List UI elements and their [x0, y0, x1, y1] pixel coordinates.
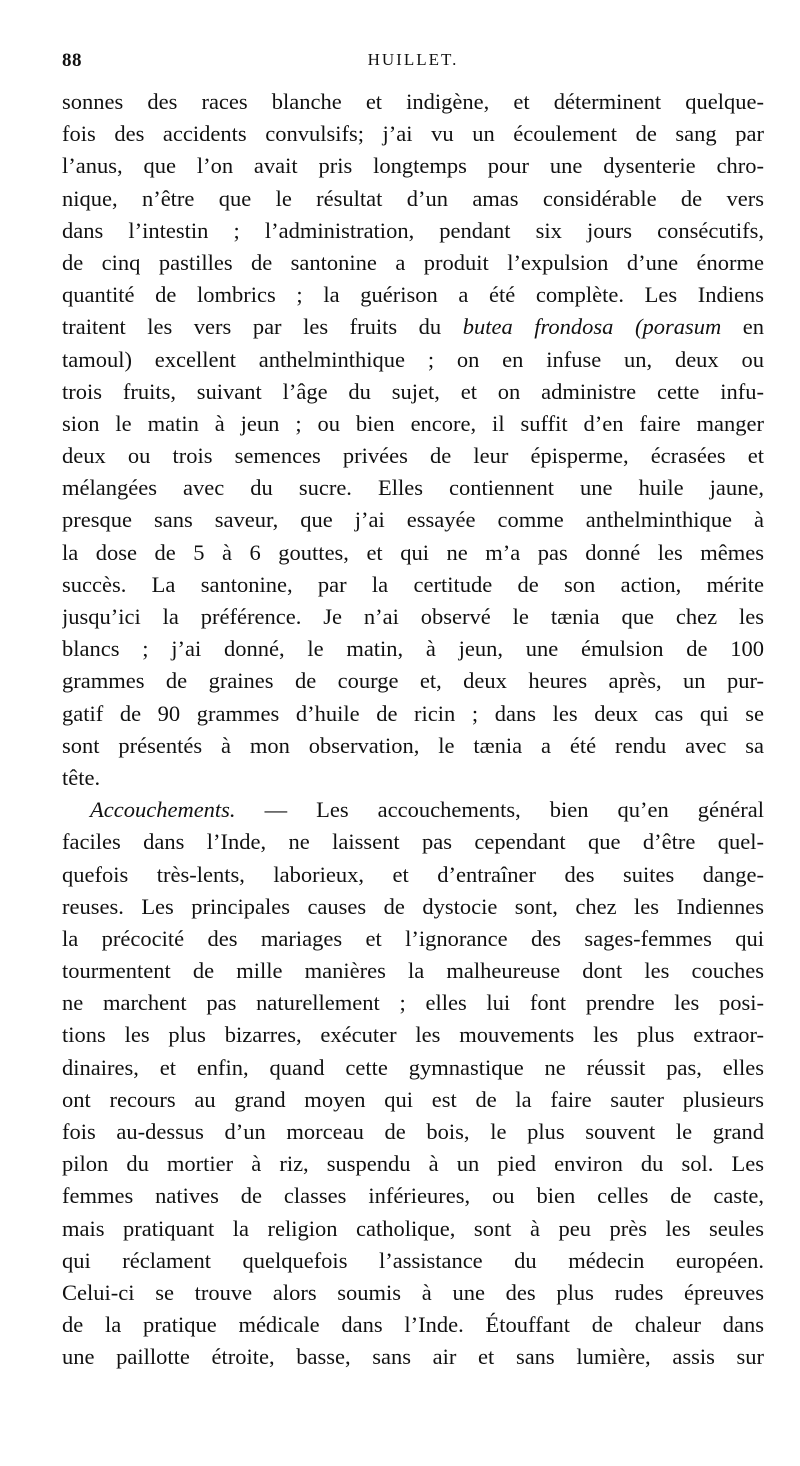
text-line: [62, 247, 764, 279]
running-head: HUILLET.: [367, 50, 459, 69]
text-line: [62, 955, 764, 987]
text-line: [62, 311, 764, 343]
text-segment: ont recours au grand moyen qui est de la faire sauter plusieurs: [62, 1086, 764, 1112]
text-segment: fois au-dessus d’un morceau de bois, le plus souvent le grand: [62, 1119, 764, 1144]
text-line: [62, 794, 764, 826]
text-line: [62, 86, 764, 118]
text-line: [62, 183, 764, 215]
italic-text: butea frondosa (porasum: [462, 314, 722, 340]
text-line: [62, 376, 764, 408]
text-segment: ne marchent pas naturellement ; elles lui font prendre les posi-: [62, 990, 764, 1016]
text-segment: femmes natives de classes inférieures, ou bien celles de caste,: [62, 1183, 764, 1209]
text-segment: l’anus, que l’on avait pris longtemps pour une dysenterie chro-: [62, 153, 764, 179]
text-line: [62, 762, 764, 794]
text-line: [62, 601, 764, 633]
text-line: [62, 698, 764, 730]
text-line: [62, 408, 764, 440]
text-line: [62, 1180, 764, 1212]
text-segment: sont présentés à mon observation, le tænia a été rendu avec sa: [62, 732, 764, 758]
text-segment: nique, n’être que le résultat d’un amas considérable de vers: [62, 185, 764, 211]
text-line: [62, 730, 764, 762]
text-segment: la dose de 5 à 6 gouttes, et qui ne m’a pas donné les mêmes: [62, 539, 764, 565]
text-line: [62, 279, 764, 311]
page-header: [62, 50, 764, 80]
text-segment: pilon du mortier à riz, suspendu à un pied environ du sol. Les: [62, 1151, 764, 1177]
text-line: [62, 1245, 764, 1277]
text-line: [62, 344, 764, 376]
text-line: [62, 665, 764, 697]
text-segment: sion le matin à jeun ; ou bien encore, il suffit d’en faire manger: [62, 410, 764, 436]
text-line: [62, 1052, 764, 1084]
body-text: [62, 86, 764, 1374]
text-segment: une paillotte étroite, basse, sans air et sans lumière, assis sur: [62, 1344, 764, 1370]
text-line: [62, 1116, 764, 1148]
text-line: [62, 1084, 764, 1116]
text-segment: tamoul) excellent anthelminthique ; on en infuse un, deux ou: [62, 346, 764, 372]
text-segment: fois des accidents convulsifs; j’ai vu un écoulement de sang par: [62, 121, 764, 147]
text-segment: quefois très-lents, laborieux, et d’entraîner des suites dange-: [62, 861, 764, 887]
text-segment: tions les plus bizarres, exécuter les mouvements les plus extraor-: [62, 1022, 764, 1048]
text-segment: Celui-ci se trouve alors soumis à une des plus rudes épreuves: [62, 1279, 764, 1305]
italic-text: Accouchements.: [90, 797, 236, 823]
text-segment: sonnes des races blanche et indigène, et déterminent quelque-: [62, 89, 764, 114]
text-segment: mélangées avec du sucre. Elles contiennent une huile jaune,: [62, 475, 764, 501]
text-line: [62, 859, 764, 891]
text-line: [62, 215, 764, 247]
text-line: [62, 504, 764, 536]
text-segment: reuses. Les principales causes de dystocie sont, chez les Indiennes: [62, 893, 764, 919]
text-line: [62, 1148, 764, 1180]
text-segment: quantité de lombrics ; la guérison a été complète. Les Indiens: [62, 282, 764, 308]
text-segment: grammes de graines de courge et, deux heures après, un pur-: [62, 668, 764, 694]
text-segment: la précocité des mariages et l’ignorance des sages-femmes qui: [62, 925, 764, 951]
text-line: [62, 118, 764, 150]
text-segment: jusqu’ici la préférence. Je n’ai observé le tænia que chez les: [62, 604, 764, 629]
text-line: [62, 472, 764, 504]
text-segment: trois fruits, suivant l’âge du sujet, et on administre cette infu-: [62, 378, 764, 404]
text-line: [62, 1019, 764, 1051]
text-segment: presque sans saveur, que j’ai essayée comme anthelminthique à: [62, 507, 764, 533]
text-segment: qui réclament quelquefois l’assistance du médecin européen.: [62, 1247, 764, 1273]
text-line: [62, 987, 764, 1019]
text-line: [62, 1213, 764, 1245]
text-line: [62, 440, 764, 472]
text-segment: tête.: [62, 764, 101, 790]
text-segment: gatif de 90 grammes d’huile de ricin ; dans les deux cas qui se: [62, 700, 764, 726]
text-segment: de la pratique médicale dans l’Inde. Étouffant de chaleur dans: [62, 1312, 764, 1338]
text-segment: en: [721, 314, 764, 340]
text-segment: de cinq pastilles de santonine a produit l’expulsion d’une énorme: [62, 249, 764, 275]
text-line: [62, 1309, 764, 1341]
text-line: [62, 891, 764, 923]
text-segment: dinaires, et enfin, quand cette gymnastique ne réussit pas, elles: [62, 1054, 764, 1080]
text-segment: dans l’intestin ; l’administration, pendant six jours consécutifs,: [62, 217, 764, 243]
text-line: [62, 826, 764, 858]
text-line: [62, 1277, 764, 1309]
text-line: [62, 633, 764, 665]
text-line: [62, 150, 764, 182]
text-line: [62, 537, 764, 569]
text-segment: blancs ; j’ai donné, le matin, à jeun, une émulsion de 100: [62, 636, 764, 662]
text-line: [62, 1341, 764, 1373]
text-segment: deux ou trois semences privées de leur épisperme, écrasées et: [62, 443, 764, 469]
text-line: [62, 569, 764, 601]
text-segment: traitent les vers par les fruits du: [62, 314, 463, 340]
page-number: 88: [62, 50, 82, 71]
text-segment: faciles dans l’Inde, ne laissent pas cependant que d’être quel-: [62, 829, 764, 855]
text-segment: — Les accouchements, bien qu’en général: [235, 797, 764, 823]
text-segment: tourmentent de mille manières la malheureuse dont les couches: [62, 958, 764, 984]
text-segment: succès. La santonine, par la certitude de son action, mérite: [62, 571, 764, 597]
text-line: [62, 923, 764, 955]
text-segment: mais pratiquant la religion catholique, sont à peu près les seules: [62, 1215, 764, 1241]
